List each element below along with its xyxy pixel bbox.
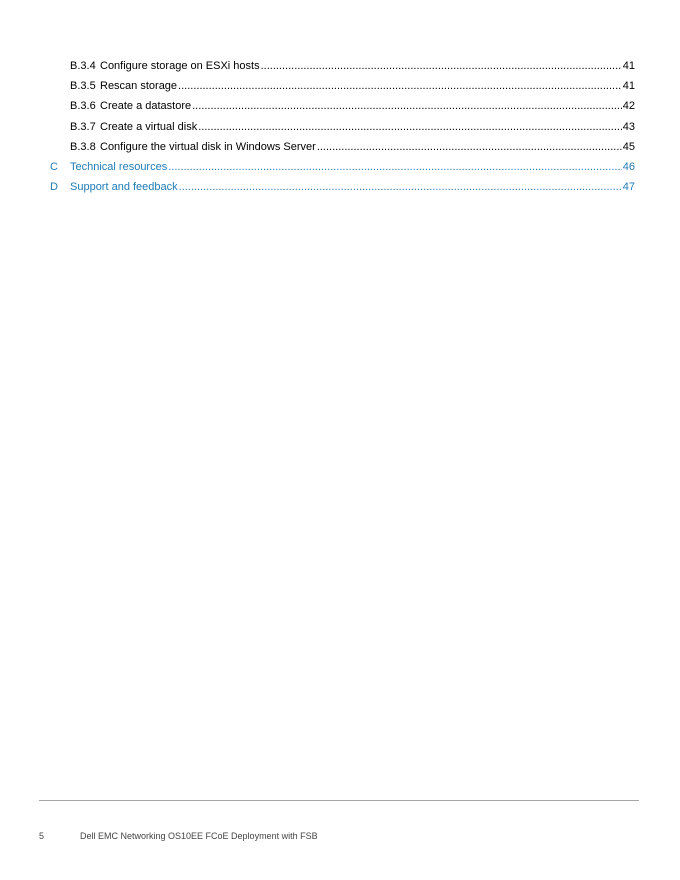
- toc-entry-number: B.3.7: [70, 120, 96, 133]
- toc-entry-b-3-4[interactable]: [0, 56, 680, 76]
- toc-entry-number: B.3.4: [70, 60, 96, 72]
- toc-entry-b-3-8[interactable]: [0, 137, 680, 157]
- toc-entry-page: 45: [622, 140, 635, 153]
- toc-entry-b-3-6[interactable]: [0, 96, 680, 116]
- table-of-contents: [0, 56, 680, 197]
- toc-entry-number: B.3.5: [70, 80, 96, 93]
- toc-entry-page: 41: [622, 80, 635, 93]
- toc-entry-title: Configure storage on ESXi hosts: [100, 60, 260, 72]
- toc-entry-page: 47: [622, 181, 635, 194]
- toc-link-technical-resources[interactable]: [0, 157, 680, 177]
- toc-entry-b-3-5[interactable]: [0, 76, 680, 96]
- toc-entry-line: [100, 137, 635, 157]
- footer-page-number: 5: [39, 831, 45, 841]
- toc-link-support-and-feedback[interactable]: [0, 177, 680, 197]
- toc-entry-title: Rescan storage: [100, 80, 178, 93]
- toc-entry-page: 46: [622, 160, 635, 173]
- toc-entry-line: [100, 96, 635, 116]
- toc-entry-line: [100, 117, 635, 137]
- toc-entry-page: 43: [622, 120, 635, 133]
- toc-entry-line: [70, 177, 635, 197]
- toc-entry-number: B.3.8: [70, 140, 96, 153]
- toc-entry-number: D: [50, 181, 58, 194]
- toc-entry-b-3-7[interactable]: [0, 117, 680, 137]
- toc-entry-line: [100, 56, 635, 76]
- toc-entry-title: Create a datastore: [100, 100, 192, 113]
- toc-entry-number: C: [50, 160, 58, 173]
- toc-entry-line: [100, 76, 635, 96]
- toc-entry-number: B.3.6: [70, 100, 96, 113]
- toc-entry-title: Support and feedback: [70, 181, 178, 194]
- toc-dot-leader: [168, 157, 622, 177]
- toc-dot-leader: [179, 177, 622, 197]
- toc-dot-leader: [178, 76, 622, 96]
- footer-divider: [39, 800, 639, 801]
- toc-entry-title: Technical resources: [70, 160, 168, 173]
- footer-document-title: Dell EMC Networking OS10EE FCoE Deployment with FSB: [80, 831, 318, 841]
- toc-entry-title: Configure the virtual disk in Windows Server: [100, 140, 316, 153]
- toc-entry-page: 41: [622, 60, 635, 72]
- toc-entry-title: Create a virtual disk: [100, 120, 198, 133]
- toc-dot-leader: [317, 137, 622, 157]
- toc-entry-page: 42: [622, 100, 635, 113]
- toc-dot-leader: [192, 96, 622, 116]
- toc-dot-leader: [198, 117, 622, 137]
- toc-entry-line: [70, 157, 635, 177]
- toc-dot-leader: [261, 56, 622, 76]
